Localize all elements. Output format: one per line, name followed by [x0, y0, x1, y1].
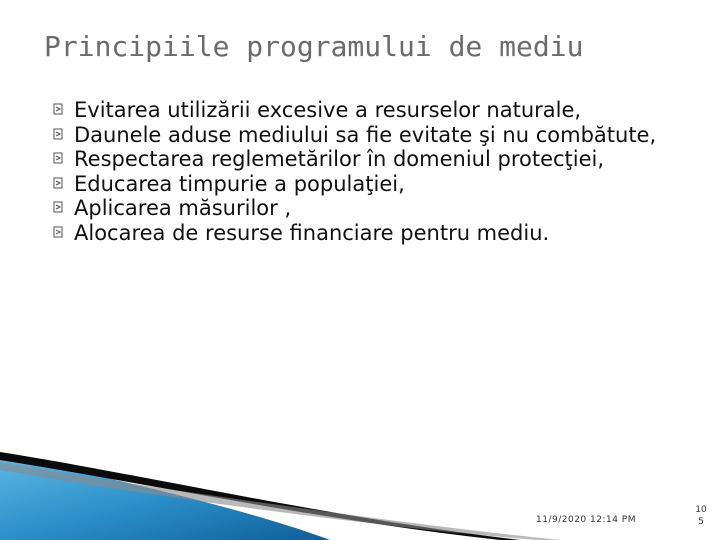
page-number-part: 5: [698, 517, 704, 527]
bullet-item: [52, 221, 692, 246]
wave-decoration: [0, 440, 720, 540]
box-bullet-icon: [52, 174, 64, 192]
bullet-item: [52, 172, 692, 197]
box-bullet-icon: [52, 223, 64, 241]
bullet-item: [52, 98, 692, 123]
bullet-item: [52, 123, 692, 148]
bullet-text: Aplicarea măsurilor ,: [74, 196, 292, 220]
bullet-item: [52, 147, 692, 172]
slide-title: Principiile programului de mediu: [44, 30, 584, 63]
bullet-text: Evitarea utilizării excesive a resurselor naturale,: [74, 98, 582, 122]
page-number-part: 10: [695, 505, 707, 515]
bullet-text: Respectarea reglemetărilor în domeniul protecţiei,: [74, 147, 605, 171]
bullet-text: Alocarea de resurse financiare pentru mediu.: [74, 220, 550, 245]
box-bullet-icon: [52, 125, 64, 143]
page-number: [690, 504, 712, 528]
bullet-text: Educarea timpurie a populaţiei,: [74, 171, 405, 196]
box-bullet-icon: [52, 198, 64, 216]
box-bullet-icon: [52, 149, 64, 167]
bullet-list: [52, 98, 692, 245]
box-bullet-icon: [52, 100, 64, 118]
bullet-text: Daunele aduse mediului sa fie evitate şi nu combătute,: [74, 122, 657, 147]
bullet-item: [52, 196, 692, 221]
slide-date: 11/9/2020 12:14 PM: [536, 515, 636, 525]
